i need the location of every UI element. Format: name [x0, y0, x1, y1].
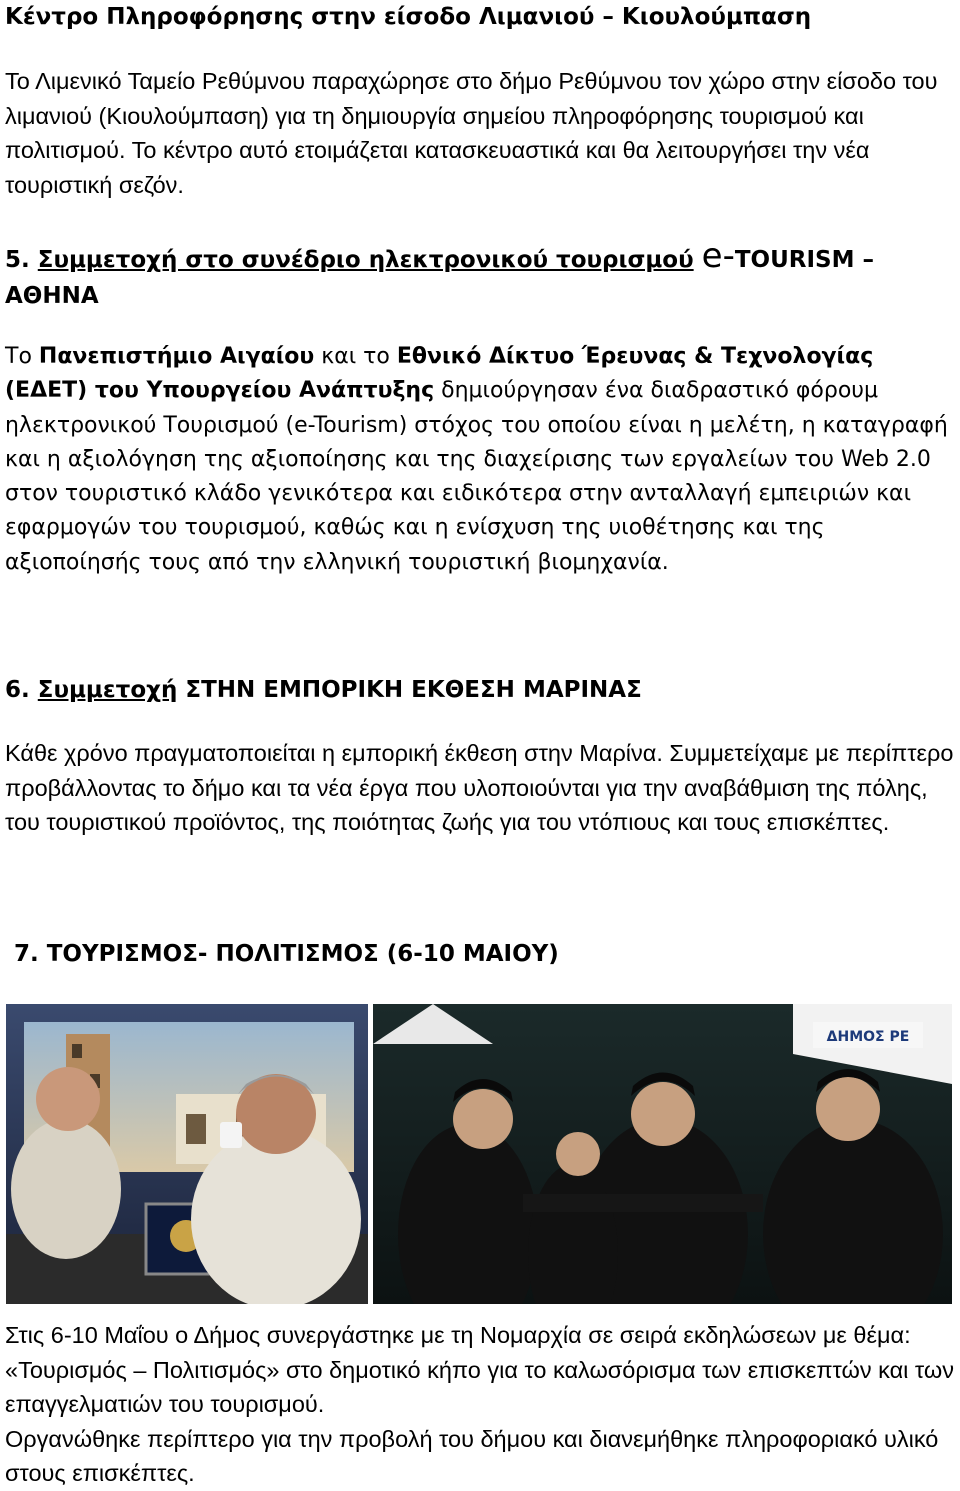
photo-exhibition-booth — [6, 1004, 368, 1304]
section7-paragraph: Στις 6-10 Μαΐου ο Δήμος συνεργάστηκε με τη Νομαρχία σε σειρά εκδηλώσεων με θέμα: «Τουρισμός – Πολιτισμός» στο δημοτικό κήπο για το καλωσόρισμα των επισκεπτών και των επαγγελματιών του τουρισμού. Οργανώθηκε περίπτερο για την προβολή του δήμου και διανεμήθηκε πληροφοριακό υλικό στους επισκέπτες. — [5, 1322, 954, 1486]
org-university-aegean: Πανεπιστήμιο Αιγαίου — [38, 344, 315, 369]
photo-cultural-event — [373, 1004, 952, 1304]
harbor-center-title: Κέντρο Πληροφόρησης στην είσοδο Λιμανιού – Κιουλούμπαση — [5, 4, 812, 30]
section6-title: 6. Συμμετοχή ΣΤΗΝ ΕΜΠΟΡΙΚΗ ΕΚΘΕΣΗ ΜΑΡΙΝΑΣ — [5, 677, 642, 703]
section5-paragraph: Το Πανεπιστήμιο Αιγαίου και το Εθνικό Δίκτυο Έρευνας & Τεχνολογίας (ΕΔΕΤ) του Υπουργείου Ανάπτυξης δημιούργησαν ένα διαδραστικό φόρουμ ηλεκτρονικού Τουρισμού (e-Tourism) στόχος του οποίου είναι η μελέτη, η καταγραφή και η αξιολόγηση της αξιοποίησης και της διαχείρισης των εργαλείων του Web 2.0 στον τουριστικό κλάδο γενικότερα και ειδικότερα στην ανταλλαγή εμπειριών και εφαρμογών του τουρισμού, καθώς και η ενίσχυση της υιοθέτησης και της αξιοποίησής τους από την ελληνική τουριστική βιομηχανία. — [5, 344, 948, 575]
org-edet: Εθνικό Δίκτυο Έρευνας & Τεχνολογίας (ΕΔΕΤ) του Υπουργείου Ανάπτυξης — [5, 344, 874, 404]
photo-booth-image — [6, 1004, 368, 1304]
section5-title: 5. Συμμετοχή στο συνέδριο ηλεκτρονικού τουρισμού e-TOURISM – ΑΘΗΝΑ — [5, 236, 874, 309]
photo-event-image — [373, 1004, 952, 1304]
section7-title: 7. ΤΟΥΡΙΣΜΟΣ- ΠΟΛΙΤΙΣΜΟΣ (6-10 ΜΑΙΟΥ) — [14, 941, 559, 967]
booth-sign-text: ΔΗΜΟΣ ΡΕ — [826, 1029, 910, 1045]
harbor-center-paragraph: Το Λιμενικό Ταμείο Ρεθύμνου παραχώρησε στο δήμο Ρεθύμνου τον χώρο στην είσοδο του λιμανιού (Κιουλούμπαση) για τη δημιουργία σημείου πληροφόρησης τουρισμού και πολιτισμού. Το κέντρο αυτό ετοιμάζεται κατασκευαστικά και θα λειτουργήσει την νέα τουριστική σεζόν. — [5, 68, 938, 198]
section6-paragraph: Κάθε χρόνο πραγματοποιείται η εμπορική έκθεση στην Μαρίνα. Συμμετείχαμε με περίπτερο προβάλλοντας το δήμο και τα νέα έργα που υλοποιούνται για την αναβάθμιση της πόλης, του τουριστικού προϊόντος, της ποιότητας ζωής για του ντόπιους και τους επισκέπτες. — [5, 740, 954, 835]
